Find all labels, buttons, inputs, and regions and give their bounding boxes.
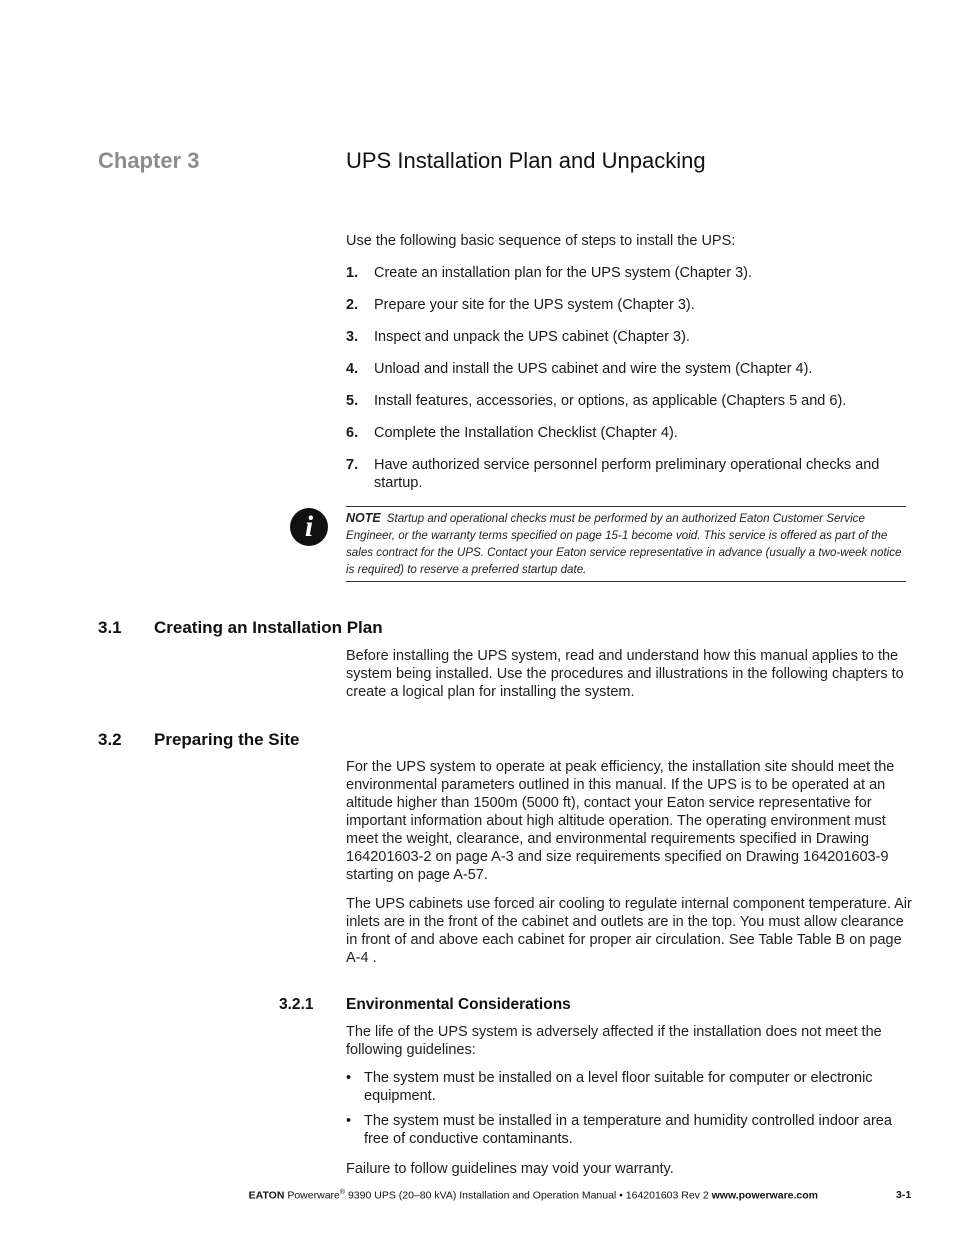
bullet-text: The system must be installed on a level floor suitable for computer or electronic equipment.	[364, 1070, 873, 1104]
section-body: The UPS cabinets use forced air cooling to regulate internal component temperature. Air inlets are in the front of the cabinet and outlets are in the top. You must allow clearance in front of and above each cabinet for proper air circulation. See Table Table B on page A-4 .	[346, 896, 912, 966]
step-text: Inspect and unpack the UPS cabinet (Chapter 3).	[374, 329, 690, 345]
list-item	[346, 392, 906, 410]
chapter-title: UPS Installation Plan and Unpacking	[346, 148, 706, 173]
step-text: Complete the Installation Checklist (Chapter 4).	[374, 425, 678, 441]
footer-brand: EATON	[248, 1189, 285, 1202]
closing-text: Failure to follow guidelines may void your warranty.	[346, 1161, 674, 1177]
section-body: For the UPS system to operate at peak efficiency, the installation site should meet the environmental parameters outlined in this manual. If the UPS is to be operated at an altitude higher than 1500m (5000 ft), contact your Eaton service representative for important information about high altitude operation. The operating environment must meet the weight, clearance, and environmental requirements specified in Drawing 164201603-2 on page A-3 and size requirements specified on Drawing 164201603-9 starting on page A-57.	[346, 759, 895, 883]
note-text	[346, 510, 906, 578]
note-body: Startup and operational checks must be performed by an authorized Eaton Customer Service Engineer, or the warranty terms specified on page 15-1 become void. This service is offered as part of the sales contract for the UPS. Contact your Eaton service representative in advance (usually a two-week notice is required) to reserve a preferred startup date.	[346, 512, 902, 576]
list-item	[346, 296, 906, 314]
footer-manual: 9390 UPS (20–80 kVA) Installation and Operation Manual • 164201603 Rev 2	[345, 1189, 712, 1202]
bullet-text: The system must be installed in a temperature and humidity controlled indoor area free of conductive contaminants.	[364, 1113, 892, 1147]
chapter-label: Chapter 3	[98, 148, 200, 173]
intro-text: Use the following basic sequence of steps to install the UPS:	[346, 233, 736, 249]
step-number: 5.	[346, 393, 359, 409]
step-text: Install features, accessories, or options, as applicable (Chapters 5 and 6).	[374, 393, 847, 409]
section-title: Preparing the Site	[154, 730, 300, 749]
step-number: 2.	[346, 297, 359, 313]
step-number: 6.	[346, 425, 359, 441]
subsection-title: Environmental Considerations	[346, 996, 571, 1013]
step-number: 3.	[346, 329, 359, 345]
step-text: Have authorized service personnel perform preliminary operational checks and startup.	[374, 457, 880, 491]
list-item	[346, 264, 906, 282]
list-item	[346, 328, 906, 346]
list-item	[346, 1112, 916, 1148]
section-number: 3.2	[98, 730, 122, 749]
section-body: The life of the UPS system is adversely affected if the installation does not meet the following guidelines:	[346, 1024, 882, 1058]
note-box	[346, 506, 906, 582]
step-text: Create an installation plan for the UPS system (Chapter 3).	[374, 265, 752, 281]
bullet-icon: •	[346, 1070, 352, 1086]
page-number: 3-1	[896, 1189, 912, 1201]
section-number: 3.1	[98, 618, 122, 637]
footer-url[interactable]: www.powerware.com	[711, 1189, 818, 1202]
subsection-number: 3.2.1	[279, 996, 314, 1013]
list-item	[346, 1069, 916, 1105]
step-number: 1.	[346, 265, 359, 281]
step-text: Prepare your site for the UPS system (Chapter 3).	[374, 297, 695, 313]
footer-reg: ®	[339, 1189, 346, 1196]
list-item	[346, 456, 906, 492]
section-body: Before installing the UPS system, read and understand how this manual applies to the system being installed. Use the procedures and illustrations in the following chapters to create a logical plan for installing the system.	[346, 648, 904, 700]
step-number: 7.	[346, 457, 359, 473]
bullet-list	[346, 1069, 916, 1155]
bullet-icon: •	[346, 1113, 352, 1129]
step-text: Unload and install the UPS cabinet and wire the system (Chapter 4).	[374, 361, 813, 377]
page-footer	[0, 1189, 954, 1205]
note-label: NOTE	[346, 511, 381, 525]
footer-product: Powerware	[287, 1189, 340, 1202]
list-item	[346, 360, 906, 378]
step-number: 4.	[346, 361, 359, 377]
steps-list	[346, 264, 906, 506]
info-icon: i	[290, 508, 328, 546]
section-title: Creating an Installation Plan	[154, 618, 383, 637]
list-item	[346, 424, 906, 442]
footer-text	[249, 1189, 818, 1202]
